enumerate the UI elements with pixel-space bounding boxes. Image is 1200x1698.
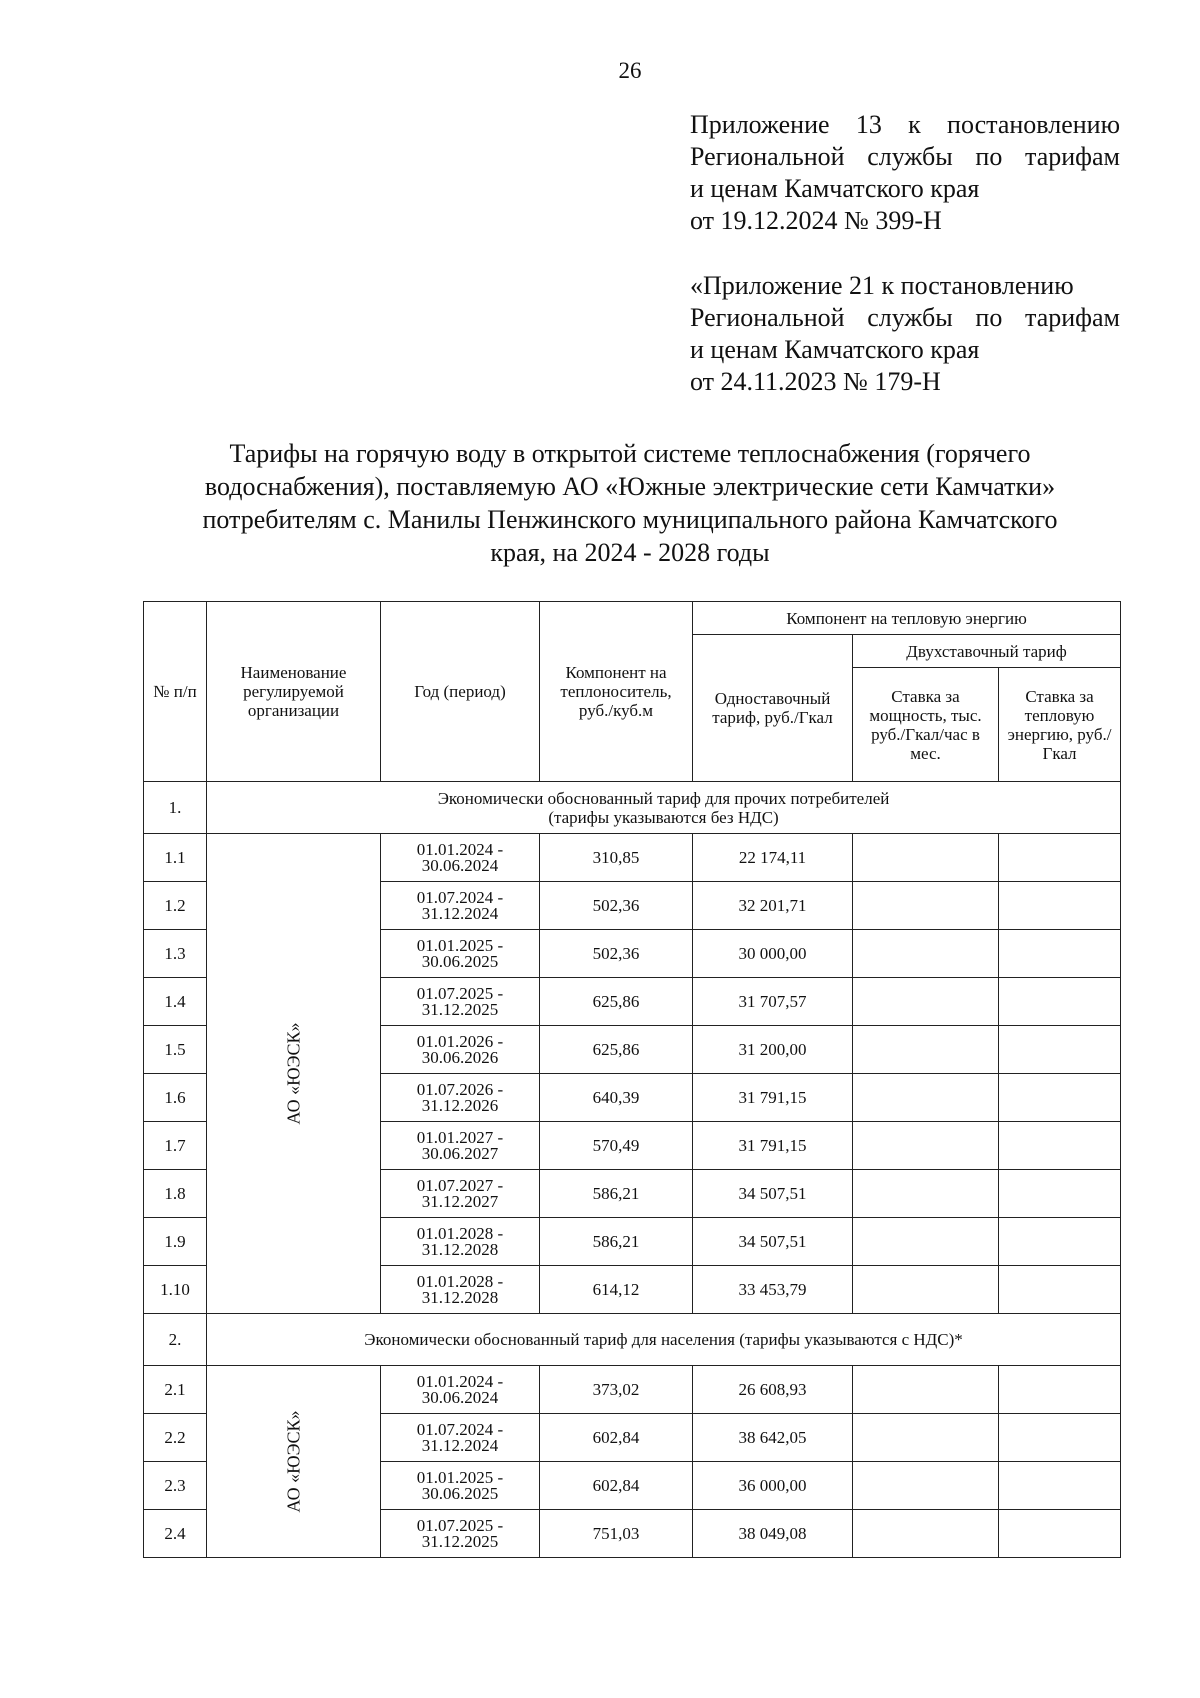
energy-value xyxy=(999,1122,1121,1170)
row-num: 1.2 xyxy=(144,882,207,930)
document-title xyxy=(150,437,1110,569)
single-value: 30 000,00 xyxy=(693,930,853,978)
period-from: 01.07.2024 - xyxy=(416,1419,504,1439)
energy-value xyxy=(999,1266,1121,1314)
period-cell xyxy=(381,1414,540,1462)
period-from: 01.01.2028 - xyxy=(416,1223,504,1243)
single-value: 38 049,08 xyxy=(693,1510,853,1558)
single-value: 26 608,93 xyxy=(693,1366,853,1414)
single-value: 31 791,15 xyxy=(693,1074,853,1122)
period-from: 01.01.2028 - xyxy=(416,1271,504,1291)
capacity-value xyxy=(853,1170,999,1218)
section-num: 1. xyxy=(144,782,207,834)
row-num: 2.2 xyxy=(144,1414,207,1462)
single-value: 34 507,51 xyxy=(693,1218,853,1266)
single-value: 22 174,11 xyxy=(693,834,853,882)
appendix-previous-line: и ценам Камчатского края xyxy=(690,335,980,364)
period-to: 31.12.2028 xyxy=(421,1239,499,1259)
appendix-current-line: Приложение 13 к постановлению xyxy=(690,110,1120,139)
period-from: 01.01.2024 - xyxy=(416,1371,504,1391)
row-num: 2.1 xyxy=(144,1366,207,1414)
period-cell xyxy=(381,1218,540,1266)
energy-value xyxy=(999,978,1121,1026)
period-from: 01.01.2026 - xyxy=(416,1031,504,1051)
energy-value xyxy=(999,1462,1121,1510)
appendix-current-line: Региональной службы по тарифам xyxy=(690,142,1120,171)
org-cell xyxy=(207,1366,381,1558)
row-num: 1.4 xyxy=(144,978,207,1026)
capacity-value xyxy=(853,1510,999,1558)
header-energy: Ставка за тепловую энергию, руб./Гкал xyxy=(999,668,1121,782)
row-num: 1.8 xyxy=(144,1170,207,1218)
capacity-value xyxy=(853,1218,999,1266)
period-cell xyxy=(381,1266,540,1314)
period-cell xyxy=(381,882,540,930)
section-label-line: Экономически обоснованный тариф для населения (тарифы указываются с НДС)* xyxy=(364,1330,963,1349)
appendix-previous-line: Региональной службы по тарифам xyxy=(690,303,1120,332)
single-value: 34 507,51 xyxy=(693,1170,853,1218)
period-cell xyxy=(381,1026,540,1074)
header-capacity: Ставка за мощность, тыс. руб./Гкал/час в мес. xyxy=(853,668,999,782)
carrier-value: 586,21 xyxy=(540,1218,693,1266)
row-num: 2.3 xyxy=(144,1462,207,1510)
appendix-current-line: и ценам Камчатского края xyxy=(690,174,980,203)
title-line: края, на 2024 - 2028 годы xyxy=(490,538,770,567)
carrier-value: 625,86 xyxy=(540,1026,693,1074)
table-row xyxy=(144,834,1121,882)
period-to: 30.06.2026 xyxy=(421,1047,499,1067)
energy-value xyxy=(999,834,1121,882)
section-row xyxy=(144,782,1121,834)
energy-value xyxy=(999,882,1121,930)
period-from: 01.07.2024 - xyxy=(416,887,504,907)
period-to: 31.12.2026 xyxy=(421,1095,499,1115)
row-num: 2.4 xyxy=(144,1510,207,1558)
period-from: 01.01.2025 - xyxy=(416,1467,504,1487)
appendix-current-line: от 19.12.2024 № 399-Н xyxy=(690,206,942,235)
title-line: Тарифы на горячую воду в открытой системе теплоснабжения (горячего xyxy=(229,439,1031,468)
energy-value xyxy=(999,1074,1121,1122)
period-to: 30.06.2024 xyxy=(421,1387,499,1407)
capacity-value xyxy=(853,930,999,978)
row-num: 1.5 xyxy=(144,1026,207,1074)
single-value: 31 200,00 xyxy=(693,1026,853,1074)
period-cell xyxy=(381,1074,540,1122)
period-to: 30.06.2027 xyxy=(421,1143,499,1163)
period-cell xyxy=(381,930,540,978)
appendix-previous-line: от 24.11.2023 № 179-Н xyxy=(690,367,941,396)
section-label xyxy=(207,782,1121,834)
period-cell xyxy=(381,1366,540,1414)
appendix-previous-line: «Приложение 21 к постановлению xyxy=(690,271,1074,300)
row-num: 1.6 xyxy=(144,1074,207,1122)
capacity-value xyxy=(853,1414,999,1462)
org-cell xyxy=(207,834,381,1314)
capacity-value xyxy=(853,834,999,882)
period-to: 31.12.2024 xyxy=(421,1435,499,1455)
capacity-value xyxy=(853,978,999,1026)
header-period: Год (период) xyxy=(381,602,540,782)
capacity-value xyxy=(853,1462,999,1510)
single-value: 33 453,79 xyxy=(693,1266,853,1314)
section-row xyxy=(144,1314,1121,1366)
single-value: 31 791,15 xyxy=(693,1122,853,1170)
row-num: 1.3 xyxy=(144,930,207,978)
row-num: 1.9 xyxy=(144,1218,207,1266)
carrier-value: 640,39 xyxy=(540,1074,693,1122)
row-num: 1.10 xyxy=(144,1266,207,1314)
carrier-value: 586,21 xyxy=(540,1170,693,1218)
appendix-previous xyxy=(690,270,1120,398)
header-carrier: Компонент на теплоноситель, руб./куб.м xyxy=(540,602,693,782)
period-from: 01.07.2025 - xyxy=(416,1515,504,1535)
capacity-value xyxy=(853,1074,999,1122)
period-cell xyxy=(381,1170,540,1218)
period-to: 30.06.2025 xyxy=(421,951,499,971)
section-label xyxy=(207,1314,1121,1366)
period-from: 01.07.2026 - xyxy=(416,1079,504,1099)
carrier-value: 751,03 xyxy=(540,1510,693,1558)
energy-value xyxy=(999,1510,1121,1558)
carrier-value: 502,36 xyxy=(540,882,693,930)
tariff-table xyxy=(143,601,1121,1558)
energy-value xyxy=(999,1170,1121,1218)
carrier-value: 373,02 xyxy=(540,1366,693,1414)
row-num: 1.7 xyxy=(144,1122,207,1170)
section-label-line: Экономически обоснованный тариф для прочих потребителей xyxy=(437,788,890,808)
capacity-value xyxy=(853,1122,999,1170)
energy-value xyxy=(999,1218,1121,1266)
period-cell xyxy=(381,978,540,1026)
energy-value xyxy=(999,930,1121,978)
section-num: 2. xyxy=(144,1314,207,1366)
table-row xyxy=(144,1366,1121,1414)
period-from: 01.07.2025 - xyxy=(416,983,504,1003)
energy-value xyxy=(999,1366,1121,1414)
appendix-current xyxy=(690,109,1120,237)
single-value: 31 707,57 xyxy=(693,978,853,1026)
period-from: 01.07.2027 - xyxy=(416,1175,504,1195)
period-from: 01.01.2024 - xyxy=(416,839,504,859)
title-line: водоснабжения), поставляемую АО «Южные электрические сети Камчатки» xyxy=(204,472,1056,501)
period-to: 30.06.2025 xyxy=(421,1483,499,1503)
carrier-value: 602,84 xyxy=(540,1414,693,1462)
period-from: 01.01.2027 - xyxy=(416,1127,504,1147)
title-line: потребителям с. Манилы Пенжинского муниципального района Камчатского xyxy=(202,505,1058,534)
period-to: 31.12.2028 xyxy=(421,1287,499,1307)
period-from: 01.01.2025 - xyxy=(416,935,504,955)
header-heat-group: Компонент на тепловую энергию xyxy=(693,602,1121,635)
capacity-value xyxy=(853,1366,999,1414)
row-num: 1.1 xyxy=(144,834,207,882)
energy-value xyxy=(999,1414,1121,1462)
header-two-part: Двухставочный тариф xyxy=(853,635,1121,668)
period-cell xyxy=(381,1510,540,1558)
single-value: 32 201,71 xyxy=(693,882,853,930)
capacity-value xyxy=(853,1266,999,1314)
carrier-value: 570,49 xyxy=(540,1122,693,1170)
single-value: 36 000,00 xyxy=(693,1462,853,1510)
carrier-value: 614,12 xyxy=(540,1266,693,1314)
period-to: 31.12.2025 xyxy=(421,1531,499,1551)
page-number: 26 xyxy=(618,58,642,83)
carrier-value: 310,85 xyxy=(540,834,693,882)
org-name: АО «ЮЭСК» xyxy=(283,1022,303,1125)
single-value: 38 642,05 xyxy=(693,1414,853,1462)
period-to: 31.12.2025 xyxy=(421,999,499,1019)
org-name: АО «ЮЭСК» xyxy=(283,1410,303,1513)
period-to: 31.12.2024 xyxy=(421,903,499,923)
period-to: 30.06.2024 xyxy=(421,855,499,875)
carrier-value: 502,36 xyxy=(540,930,693,978)
header-num: № п/п xyxy=(144,602,207,782)
carrier-value: 625,86 xyxy=(540,978,693,1026)
carrier-value: 602,84 xyxy=(540,1462,693,1510)
capacity-value xyxy=(853,1026,999,1074)
section-label-line: (тарифы указываются без НДС) xyxy=(548,807,779,827)
period-cell xyxy=(381,834,540,882)
capacity-value xyxy=(853,882,999,930)
header-org: Наименование регулируемой организации xyxy=(207,602,381,782)
energy-value xyxy=(999,1026,1121,1074)
period-cell xyxy=(381,1122,540,1170)
period-to: 31.12.2027 xyxy=(421,1191,499,1211)
period-cell xyxy=(381,1462,540,1510)
header-single: Одноставочный тариф, руб./Гкал xyxy=(693,635,853,782)
